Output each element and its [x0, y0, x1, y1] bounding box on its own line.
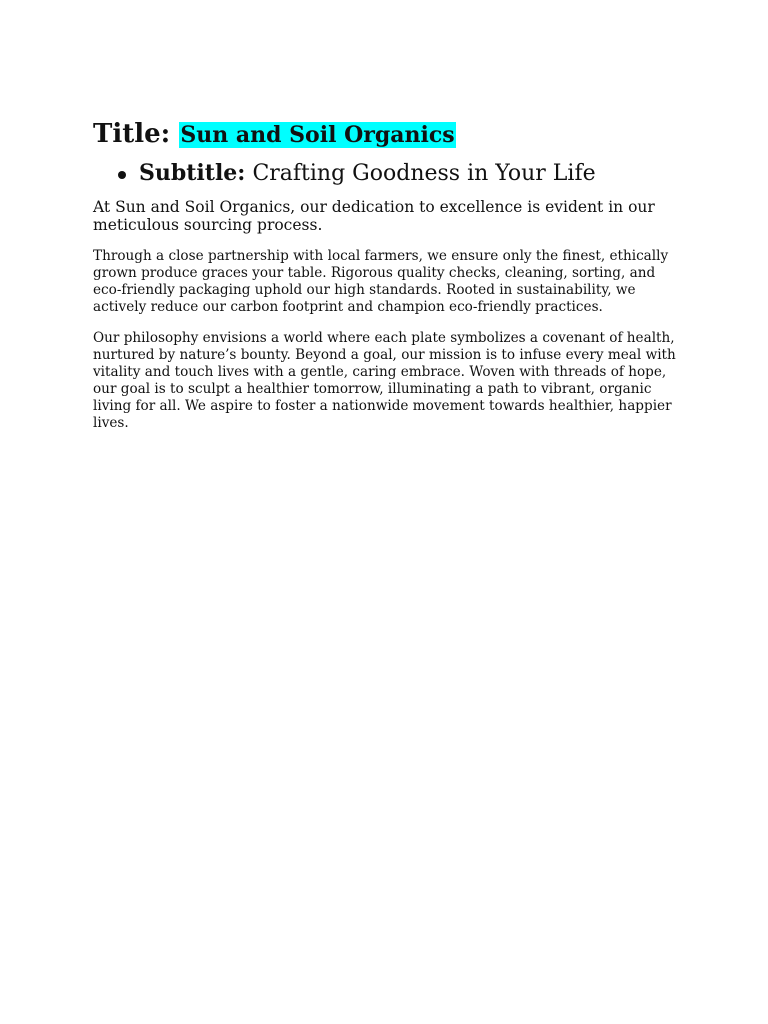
- body-paragraph-sourcing: Through a close partnership with local farmers, we ensure only the finest, ethically grown produce graces your table. Rigorous quality checks, cleaning, sorting, and eco-friendly packaging uphold our high standards. Rooted in sustainability, we actively reduce our carbon footprint and champion eco-friendly practices.: [93, 248, 669, 315]
- subtitle-list: [93, 157, 683, 190]
- lead-paragraph: At Sun and Soil Organics, our dedication to excellence is evident in our meticulous sourcing process.: [93, 198, 655, 234]
- document-title: [93, 116, 683, 153]
- title-label: Title:: [93, 119, 171, 149]
- title-value-highlighted: Sun and Soil Organics: [180, 122, 455, 148]
- body-paragraph-philosophy: Our philosophy envisions a world where each plate symbolizes a covenant of health, nurtured by nature’s bounty. Beyond a goal, our mission is to infuse every meal with vitality and touch lives with a gentle, caring embrace. Woven with threads of hope, our goal is to sculpt a healthier tomorrow, illuminating a path to vibrant, organic living for all. We aspire to foster a nationwide movement towards healthier, happier lives.: [93, 330, 676, 431]
- document-page: [93, 116, 683, 432]
- subtitle-item: [93, 157, 683, 190]
- subtitle-label: Subtitle:: [139, 160, 246, 186]
- bullet-icon: [118, 171, 126, 179]
- subtitle-value: Crafting Goodness in Your Life: [252, 161, 596, 186]
